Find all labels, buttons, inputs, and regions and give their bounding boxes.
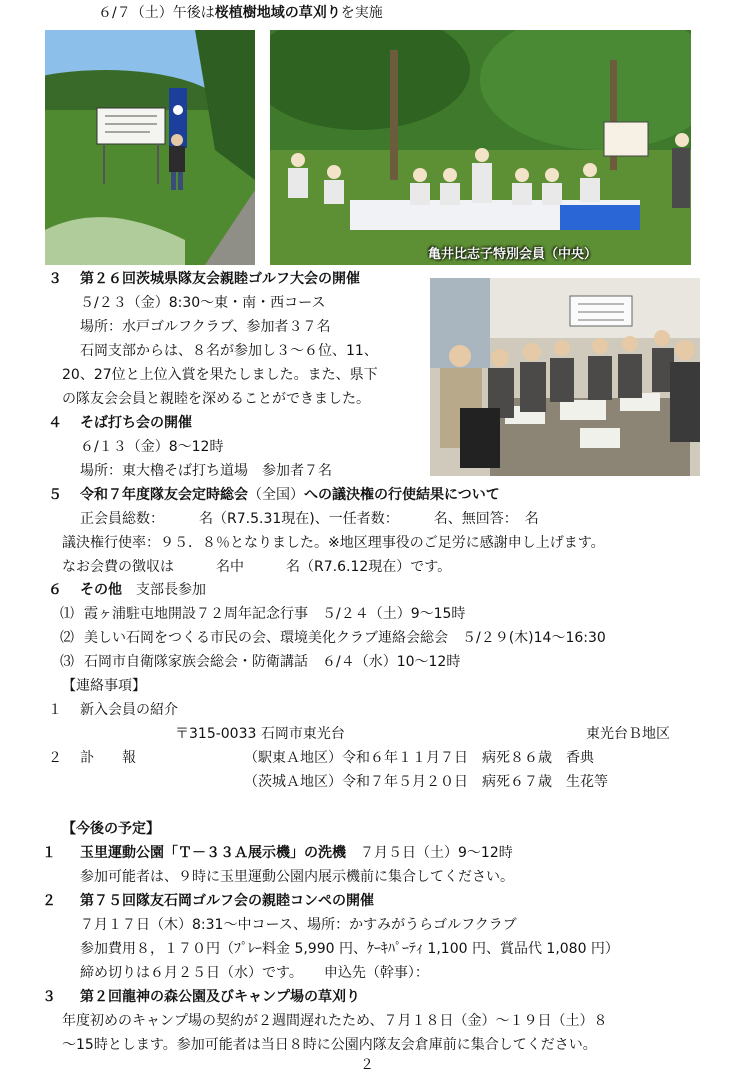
section-3-title: 第２６回茨城県隊友会親睦ゴルフ大会の開催 <box>80 271 360 287</box>
section-5-number: ５ <box>48 487 62 503</box>
obituary-line: （茨城Ａ地区）令和７年５月２０日 病死６７歳 生花等 <box>244 774 608 790</box>
contact-item-2-number: ２ <box>48 750 62 766</box>
section-3-number: ３ <box>48 271 62 287</box>
top-caption: ６/７（土）午後は桜植樹地域の草刈りを実施 <box>98 5 383 21</box>
section-5-title: 令和７年度隊友会定時総会（全国）への議決権の行使結果について <box>80 487 500 503</box>
future-1-number: １ <box>42 845 56 861</box>
section-6-item: 美しい石岡をつくる市民の会、環境美化クラブ連絡会総会 ５/２９(木)14～16:30 <box>84 630 606 646</box>
section-6-number: ６ <box>48 582 62 598</box>
section-4-number: ４ <box>48 415 62 431</box>
future-heading: 【今後の予定】 <box>62 821 160 837</box>
new-member-area: 東光台Ｂ地区 <box>586 726 670 742</box>
contact-item-2-title: 訃 報 <box>80 750 136 766</box>
golf-party-photo <box>430 278 700 476</box>
section-3-line: 場所：水戸ゴルフクラブ、参加者３７名 <box>80 319 331 335</box>
mowing-photo-caption: 亀井比志子特別会員（中央） <box>428 247 598 262</box>
section-4-line: ６/１３（金）8～12時 <box>80 439 224 455</box>
section-6-title: その他 支部長参加 <box>80 582 206 598</box>
contact-item-1-title: 新入会員の紹介 <box>80 702 178 718</box>
future-2-line: ７月１７日（木）8:31～中コース、場所：かすみがうらゴルフクラブ <box>80 917 517 933</box>
future-3-number: ３ <box>42 989 56 1005</box>
section-4-line: 場所：東大櫓そば打ち道場 参加者７名 <box>80 463 332 479</box>
future-3-title: 第２回龍神の森公園及びキャンプ場の草刈り <box>80 989 360 1005</box>
future-1-title: 玉里運動公園「Ｔ－３３Ａ展示機」の洗機 ７月５日（土）9～12時 <box>80 845 513 861</box>
section-3-line: ５/２３（金）8:30～東・南・西コース <box>80 295 326 311</box>
page-number: ２ <box>360 1057 374 1073</box>
section-4-title: そば打ち会の開催 <box>80 415 192 431</box>
section-3-line: 20、27位と上位入賞を果たしました。また、県下 <box>62 367 378 383</box>
contact-item-1-number: １ <box>48 702 62 718</box>
section-5-line: 議決権行使率：９５．８％となりました。※地区理事役のご足労に感謝申し上げます。 <box>62 535 605 551</box>
section-3-line: 石岡支部からは、８名が参加し３～６位、11、 <box>80 343 378 359</box>
future-1-line: 参加可能者は、９時に玉里運動公園内展示機前に集合してください。 <box>80 869 514 885</box>
future-2-line: 参加費用８，１７０円（ﾌﾟﾚｰ料金 5,990 円、ｹｰｷﾊﾟｰﾃｨ 1,100 円、賞品代 1,080 円） <box>80 941 619 957</box>
section-6-item-number: ⑴ <box>60 606 74 622</box>
section-6-item: 石岡市自衛隊家族会総会・防衛講話 ６/４（水）10～12時 <box>84 654 461 670</box>
mowing-photo-left <box>45 30 255 265</box>
obituary-line: （駅東Ａ地区）令和６年１１月７日 病死８６歳 香典 <box>244 750 594 766</box>
contact-heading: 【連絡事項】 <box>62 678 146 694</box>
section-6-item-number: ⑵ <box>60 630 74 646</box>
future-2-title: 第７５回隊友石岡ゴルフ会の親睦コンペの開催 <box>80 893 374 909</box>
section-3-line: の隊友会会員と親睦を深めることができました。 <box>62 391 370 407</box>
future-2-number: ２ <box>42 893 56 909</box>
section-6-item: 霞ヶ浦駐屯地開設７２周年記念行事 ５/２４（土）9～15時 <box>84 606 466 622</box>
section-5-line: 正会員総数： 名（R7.5.31現在)、一任者数： 名、無回答： 名 <box>80 511 539 527</box>
section-5-line: なお会費の徴収は 名中 名（R7.6.12現在）です。 <box>62 559 452 575</box>
future-3-line: ～15時とします。参加可能者は当日８時に公園内隊友会倉庫前に集合してください。 <box>62 1037 597 1053</box>
new-member-address: 〒315-0033 石岡市東光台 <box>175 726 345 742</box>
future-2-line: 締め切りは６月２５日（水）です。 申込先（幹事）： <box>80 965 429 981</box>
future-3-line: 年度初めのキャンプ場の契約が２週間遅れたため、７月１８日（金）～１９日（土）８ <box>62 1013 608 1029</box>
mowing-photo-right <box>270 30 691 265</box>
section-6-item-number: ⑶ <box>60 654 74 670</box>
